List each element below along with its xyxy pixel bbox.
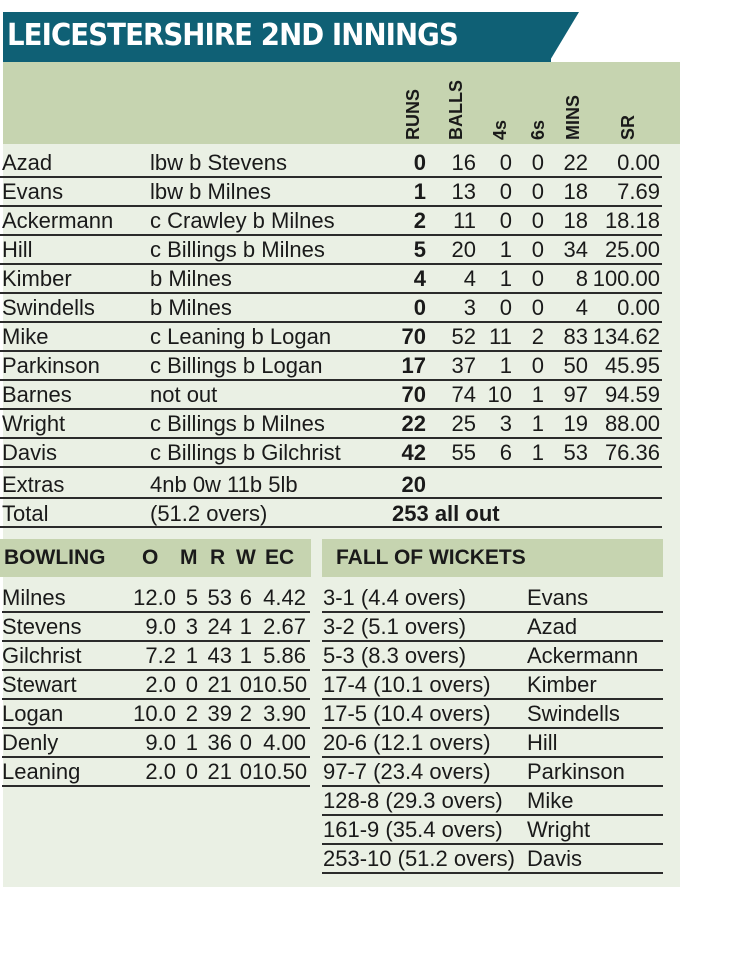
fow-batter: Kimber [527, 672, 597, 697]
batting-name: Mike [2, 324, 49, 349]
bowling-o: 10.0 [133, 701, 176, 726]
bowling-ec: 5.86 [263, 643, 306, 668]
batting-sr: 94.59 [604, 382, 660, 407]
fow-batter: Ackermann [527, 643, 639, 668]
batting-balls: 37 [451, 353, 476, 378]
batting-dismissal: b Milnes [150, 295, 232, 320]
fow-score: 253-10 (51.2 overs) [323, 846, 515, 871]
batting-col-fours: 4s [490, 119, 510, 140]
fow-batter: Parkinson [527, 759, 625, 784]
bowling-m: 0 [185, 672, 198, 697]
batting-dismissal: not out [150, 382, 218, 407]
bowling-name: Gilchrist [2, 643, 82, 668]
batting-sr: 100.00 [592, 266, 660, 291]
batting-fours: 1 [499, 237, 512, 262]
batting-dismissal: c Billings b Logan [150, 353, 323, 378]
fow-score: 3-2 (5.1 overs) [323, 614, 467, 639]
bowling-o: 2.0 [145, 672, 176, 697]
bowling-w: 1 [239, 614, 252, 639]
batting-fours: 11 [489, 324, 512, 349]
batting-name: Parkinson [2, 353, 100, 378]
bowling-ec: 2.67 [263, 614, 306, 639]
batting-name: Evans [2, 179, 64, 204]
bowling-w: 1 [239, 643, 252, 668]
batting-sixes: 0 [531, 208, 544, 233]
batting-name: Azad [2, 150, 53, 175]
scorecard-title: LEICESTERSHIRE 2ND INNINGS [7, 18, 458, 53]
batting-balls: 55 [451, 440, 476, 465]
batting-sr: 25.00 [604, 237, 660, 262]
bowling-ec: 4.00 [263, 730, 306, 755]
bowling-ec: 3.90 [263, 701, 306, 726]
batting-runs: 5 [413, 237, 426, 262]
fow-score: 17-4 (10.1 overs) [323, 672, 491, 697]
batting-runs: 1 [413, 179, 426, 204]
bowling-m: 1 [185, 730, 198, 755]
batting-col-sr: SR [618, 114, 638, 140]
batting-runs: 70 [401, 382, 426, 407]
bowling-w: 2 [239, 701, 252, 726]
bowling-r: 21 [207, 759, 232, 784]
bowling-m: 5 [185, 585, 198, 610]
batting-fours: 0 [499, 295, 512, 320]
total-runs: 253 all out [392, 501, 500, 526]
bowling-name: Stewart [2, 672, 77, 697]
batting-balls: 11 [453, 208, 476, 233]
fow-batter: Azad [527, 614, 578, 639]
batting-runs: 22 [401, 411, 426, 436]
bowling-col-o: O [142, 546, 159, 569]
batting-col-runs: RUNS [403, 88, 423, 140]
batting-sixes: 1 [531, 440, 544, 465]
rule [0, 526, 662, 528]
bowling-header [0, 539, 311, 577]
bowling-r: 43 [207, 643, 232, 668]
bowling-r: 53 [207, 585, 232, 610]
batting-name: Kimber [2, 266, 72, 291]
batting-fours: 1 [499, 266, 512, 291]
bowling-name: Milnes [2, 585, 66, 610]
fow-header [322, 539, 663, 577]
fow-batter: Davis [527, 846, 583, 871]
bowling-ec: 10.50 [252, 672, 308, 697]
batting-runs: 2 [413, 208, 426, 233]
batting-mins: 18 [563, 208, 588, 233]
fow-score: 3-1 (4.4 overs) [323, 585, 467, 610]
batting-runs: 42 [401, 440, 426, 465]
fow-batter: Wright [527, 817, 591, 842]
batting-sixes: 0 [531, 237, 544, 262]
batting-runs: 0 [413, 295, 426, 320]
bowling-name: Stevens [2, 614, 82, 639]
batting-dismissal: lbw b Stevens [150, 150, 287, 175]
batting-sr: 45.95 [604, 353, 660, 378]
bowling-col-r: R [210, 546, 226, 569]
batting-mins: 8 [575, 266, 588, 291]
fow-score: 20-6 (12.1 overs) [323, 730, 491, 755]
batting-name: Hill [2, 237, 33, 262]
batting-sr: 76.36 [604, 440, 660, 465]
fow-score: 161-9 (35.4 overs) [323, 817, 503, 842]
batting-fours: 0 [499, 179, 512, 204]
bowling-r: 36 [207, 730, 232, 755]
batting-sr: 0.00 [617, 150, 660, 175]
batting-sr: 7.69 [617, 179, 660, 204]
batting-sr: 88.00 [604, 411, 660, 436]
fow-score: 128-8 (29.3 overs) [323, 788, 503, 813]
bowling-r: 39 [207, 701, 232, 726]
bowling-m: 1 [185, 643, 198, 668]
batting-fours: 1 [499, 353, 512, 378]
bowling-col-w: W [236, 546, 256, 569]
batting-fours: 6 [499, 440, 512, 465]
bowling-col-ec: EC [265, 546, 295, 569]
batting-sixes: 2 [531, 324, 544, 349]
batting-dismissal: c Crawley b Milnes [150, 208, 335, 233]
batting-mins: 19 [563, 411, 588, 436]
batting-balls: 3 [463, 295, 476, 320]
fow-batter: Swindells [527, 701, 620, 726]
fow-score: 5-3 (8.3 overs) [323, 643, 467, 668]
batting-balls: 52 [451, 324, 476, 349]
batting-dismissal: c Leaning b Logan [150, 324, 332, 349]
batting-name: Wright [2, 411, 66, 436]
batting-sixes: 1 [531, 382, 544, 407]
bowling-o: 2.0 [145, 759, 176, 784]
bowling-w: 0 [239, 672, 252, 697]
batting-dismissal: c Billings b Gilchrist [150, 440, 341, 465]
bowling-m: 0 [185, 759, 198, 784]
batting-runs: 0 [413, 150, 426, 175]
batting-mins: 53 [563, 440, 588, 465]
batting-mins: 50 [563, 353, 588, 378]
bowling-r: 24 [207, 614, 232, 639]
batting-mins: 4 [575, 295, 588, 320]
bowling-o: 9.0 [145, 730, 176, 755]
fow-batter: Mike [527, 788, 574, 813]
bowling-name: Denly [2, 730, 59, 755]
batting-sixes: 0 [531, 266, 544, 291]
batting-balls: 16 [451, 150, 476, 175]
rule [0, 497, 662, 499]
batting-runs: 4 [413, 266, 426, 291]
total-detail: (51.2 overs) [150, 501, 268, 526]
batting-dismissal: b Milnes [150, 266, 232, 291]
fow-score: 17-5 (10.4 overs) [323, 701, 491, 726]
bowling-r: 21 [207, 672, 232, 697]
batting-dismissal: c Billings b Milnes [150, 237, 325, 262]
batting-dismissal: c Billings b Milnes [150, 411, 325, 436]
bowling-ec: 10.50 [252, 759, 308, 784]
rule [0, 466, 662, 468]
batting-fours: 10 [487, 382, 512, 407]
bowling-col-m: M [180, 546, 198, 569]
batting-fours: 0 [499, 208, 512, 233]
bowling-title: BOWLING [4, 546, 106, 569]
extras-runs: 20 [401, 472, 426, 497]
bowling-o: 9.0 [145, 614, 176, 639]
fow-batter: Evans [527, 585, 589, 610]
batting-sr: 0.00 [617, 295, 660, 320]
batting-sixes: 0 [531, 150, 544, 175]
batting-fours: 0 [499, 150, 512, 175]
batting-name: Davis [2, 440, 58, 465]
fow-score: 97-7 (23.4 overs) [323, 759, 491, 784]
batting-balls: 4 [463, 266, 476, 291]
batting-mins: 18 [563, 179, 588, 204]
extras-label: Extras [2, 472, 65, 497]
rule [322, 872, 663, 874]
fow-title: FALL OF WICKETS [336, 546, 526, 569]
batting-balls: 74 [451, 382, 476, 407]
batting-dismissal: lbw b Milnes [150, 179, 272, 204]
title-banner-tip [549, 12, 579, 62]
fow-batter: Hill [527, 730, 558, 755]
batting-name: Ackermann [2, 208, 114, 233]
batting-sixes: 0 [531, 295, 544, 320]
batting-col-mins: MINS [563, 95, 583, 140]
batting-runs: 70 [401, 324, 426, 349]
batting-mins: 97 [563, 382, 588, 407]
batting-col-balls: BALLS [446, 80, 466, 140]
batting-sixes: 0 [531, 353, 544, 378]
bowling-name: Logan [2, 701, 64, 726]
bowling-w: 6 [239, 585, 252, 610]
total-label: Total [2, 501, 49, 526]
batting-name: Barnes [2, 382, 72, 407]
batting-balls: 13 [451, 179, 476, 204]
batting-sr: 134.62 [592, 324, 660, 349]
batting-mins: 34 [563, 237, 588, 262]
bowling-m: 3 [185, 614, 198, 639]
batting-runs: 17 [401, 353, 426, 378]
batting-sixes: 1 [531, 411, 544, 436]
bowling-w: 0 [239, 759, 252, 784]
batting-balls: 25 [451, 411, 476, 436]
batting-sr: 18.18 [604, 208, 660, 233]
batting-col-sixes: 6s [528, 119, 548, 140]
batting-fours: 3 [499, 411, 512, 436]
bowling-o: 7.2 [145, 643, 176, 668]
batting-mins: 22 [563, 150, 588, 175]
batting-name: Swindells [2, 295, 95, 320]
bowling-ec: 4.42 [263, 585, 306, 610]
batting-mins: 83 [563, 324, 588, 349]
bowling-o: 12.0 [133, 585, 176, 610]
bowling-w: 0 [239, 730, 252, 755]
rule [2, 785, 310, 787]
batting-sixes: 0 [531, 179, 544, 204]
bowling-name: Leaning [2, 759, 81, 784]
bowling-m: 2 [185, 701, 198, 726]
batting-balls: 20 [451, 237, 476, 262]
extras-detail: 4nb 0w 11b 5lb [150, 472, 298, 497]
